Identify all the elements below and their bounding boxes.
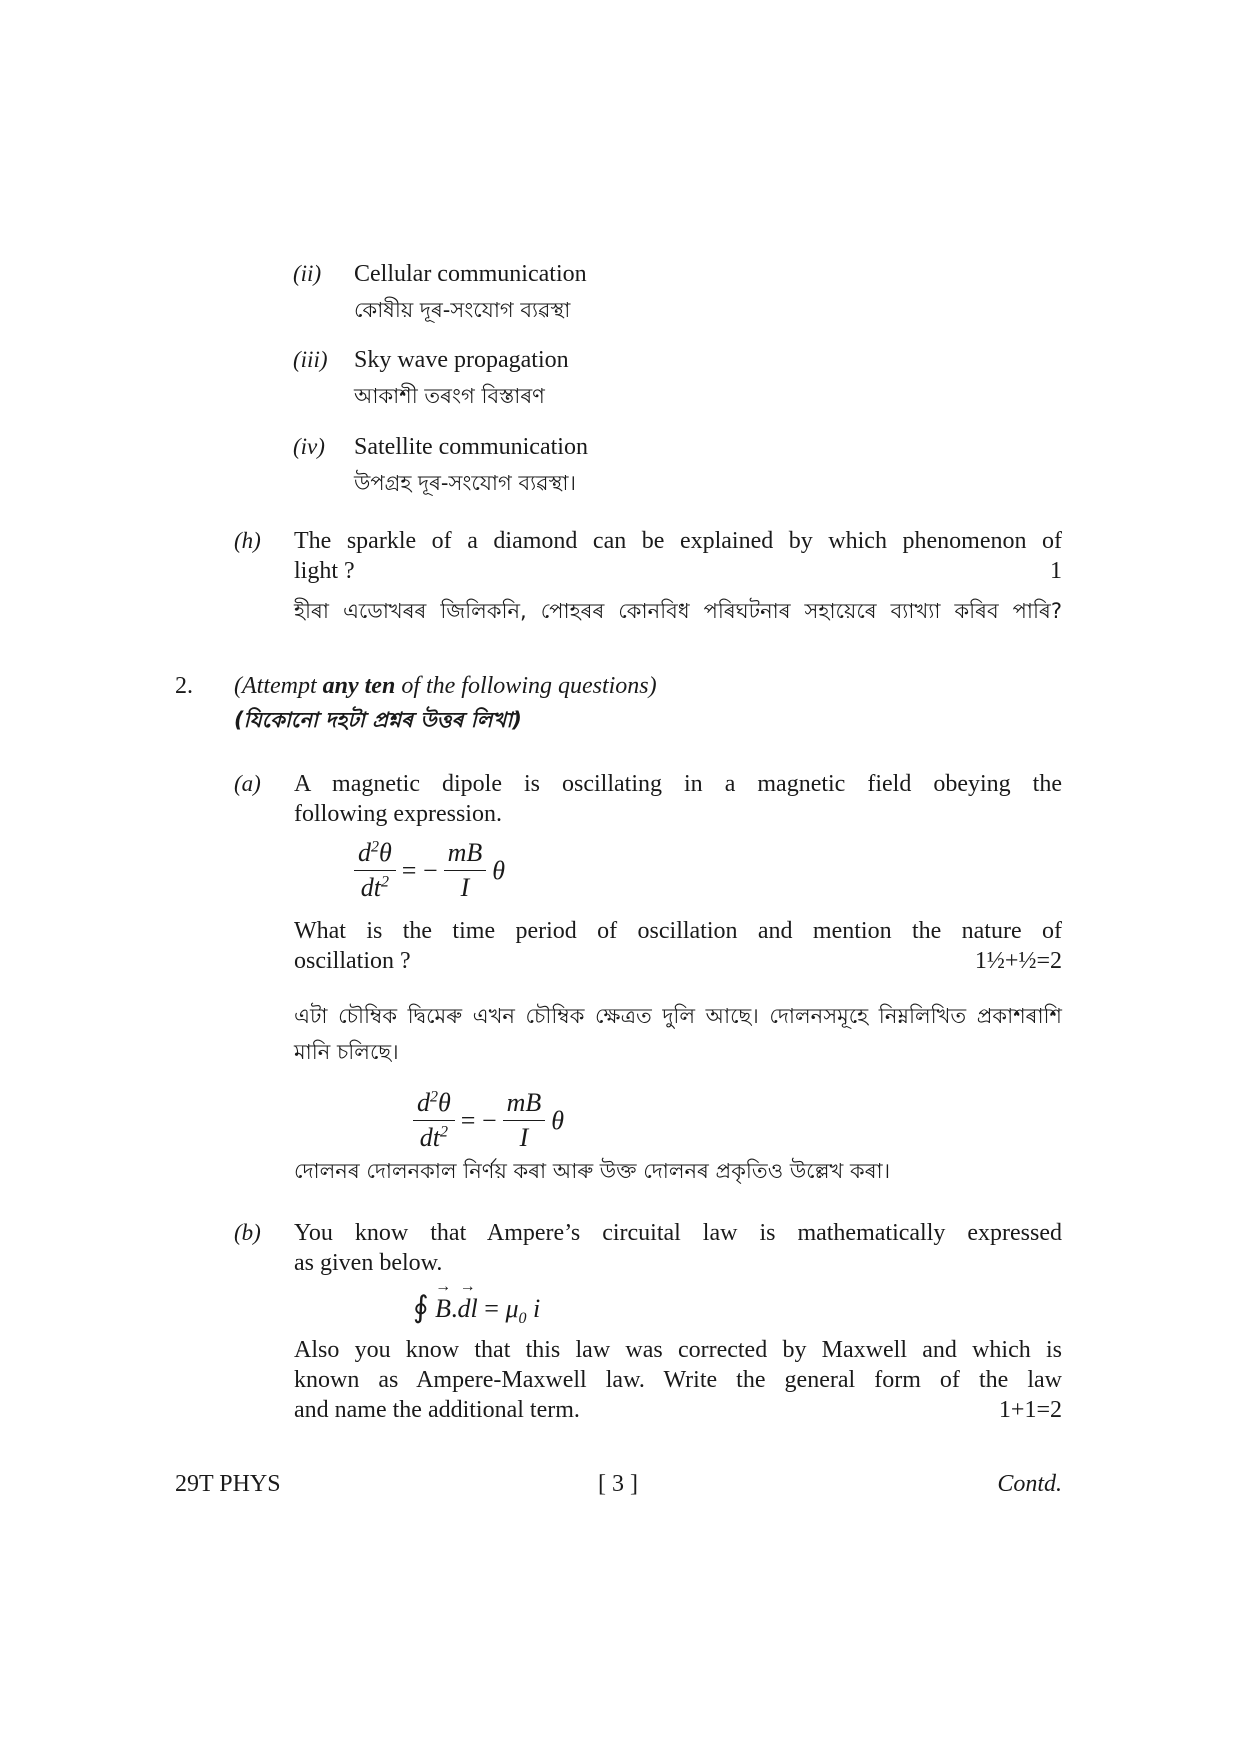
eq-symbol: I	[519, 1123, 529, 1152]
question-label: (h)	[234, 528, 261, 553]
vector-dl: → dl	[458, 1294, 478, 1324]
question-text-assamese: দোলনৰ দোলনকাল নিৰ্ণয় কৰা আৰু উক্ত দোলনৰ প্ৰকৃতিও উল্লেখ কৰা।	[294, 1159, 891, 1183]
question-text-line: light ?	[294, 558, 355, 584]
marks: 1+1=2	[998, 1397, 1062, 1423]
instruction-text: (Attempt	[234, 673, 323, 699]
eq-symbol: θ	[492, 855, 506, 885]
question-text-line: You know that Ampere’s circuital law is mathematically expressed	[294, 1220, 1062, 1246]
marks: 1	[1050, 558, 1062, 584]
eq-symbol: i	[526, 1294, 541, 1323]
page-number: [ 3 ]	[598, 1471, 638, 1497]
question-text-assamese: মানি চলিছে।	[294, 1040, 399, 1064]
option-label: (iii)	[293, 347, 328, 372]
eq-operator: = −	[401, 855, 438, 885]
eq-operator: = −	[460, 1105, 497, 1135]
contour-integral-symbol: ∮	[413, 1291, 429, 1324]
equation-oscillation	[354, 838, 505, 903]
eq-symbol: dt	[419, 1123, 440, 1152]
question-label: (a)	[234, 771, 261, 796]
option-label: (ii)	[293, 261, 322, 286]
question-text-line: The sparkle of a diamond can be explained by which phenomenon of	[294, 528, 1062, 554]
question-text-line: oscillation ?	[294, 948, 411, 974]
question-text-assamese: হীৰা এডোখৰৰ জিলিকনি, পোহৰৰ কোনবিধ পৰিঘটনাৰ সহায়েৰে ব্যাখ্যা কৰিব পাৰি?	[294, 599, 1062, 623]
option-text-assamese: আকাশী তৰংগ বিস্তাৰণ	[354, 384, 545, 408]
eq-symbol: d	[358, 838, 371, 867]
eq-symbol: dt	[360, 873, 381, 902]
eq-symbol: θ	[438, 1088, 451, 1117]
question-text-line: What is the time period of oscillation and mention the nature of	[294, 918, 1062, 944]
option-text: Sky wave propagation	[354, 347, 569, 373]
eq-symbol: θ	[551, 1105, 565, 1135]
question-text-assamese: এটা চৌম্বিক দ্বিমেৰু এখন চৌম্বিক ক্ষেত্ৰত দুলি আছে। দোলনসমূহে নিম্নলিখিত প্ৰকাশৰাশি	[294, 1004, 1062, 1028]
instruction-assamese: (যিকোনো দহটা প্ৰশ্নৰ উত্তৰ লিখা)	[234, 708, 522, 732]
continued-label: Contd.	[997, 1471, 1062, 1497]
eq-operator: .	[451, 1294, 458, 1323]
eq-symbol: θ	[379, 838, 392, 867]
fraction-mb-i	[444, 838, 487, 903]
instruction	[234, 671, 657, 701]
option-text: Satellite communication	[354, 434, 588, 460]
question-number: 2.	[175, 673, 193, 699]
eq-subscript: 0	[518, 1310, 527, 1328]
question-a-assamese	[294, 998, 1062, 1070]
paper-code: 29T PHYS	[175, 1471, 281, 1497]
question-text-line: as given below.	[294, 1250, 443, 1276]
equation-oscillation-repeat	[413, 1088, 564, 1153]
eq-exponent: 2	[430, 1088, 438, 1106]
instruction-text: of the following questions)	[395, 673, 657, 699]
vector-b: → B	[435, 1294, 451, 1324]
eq-exponent: 2	[381, 873, 389, 891]
eq-operator: =	[477, 1294, 506, 1323]
question-text-line: and name the additional term.	[294, 1397, 580, 1423]
question-a-question	[294, 916, 1062, 976]
question-h-body	[294, 526, 1062, 626]
question-b-intro	[294, 1218, 1062, 1278]
marks: 1½+½=2	[974, 948, 1062, 974]
option-text-assamese: উপগ্ৰহ দূৰ-সংযোগ ব্যৱস্থা।	[354, 471, 577, 495]
question-a-intro	[294, 769, 1062, 829]
question-b-body	[294, 1335, 1062, 1425]
question-label: (b)	[234, 1220, 261, 1245]
fraction-mb-i	[503, 1088, 546, 1153]
question-text-line: Also you know that this law was corrected by Maxwell and which is	[294, 1337, 1062, 1363]
option-text: Cellular communication	[354, 261, 587, 287]
question-text-line: known as Ampere-Maxwell law. Write the general form of the law	[294, 1367, 1062, 1393]
eq-symbol: d	[417, 1088, 430, 1117]
equation-ampere-law	[413, 1290, 540, 1328]
option-label: (iv)	[293, 434, 325, 459]
eq-exponent: 2	[440, 1123, 448, 1141]
eq-exponent: 2	[371, 838, 379, 856]
instruction-emphasis: any ten	[322, 673, 396, 699]
eq-symbol: μ	[505, 1294, 519, 1323]
question-text-line: following expression.	[294, 801, 502, 827]
eq-symbol: mB	[444, 838, 487, 871]
question-text-line: A magnetic dipole is oscillating in a magnetic field obeying the	[294, 771, 1062, 797]
eq-symbol: mB	[503, 1088, 546, 1121]
eq-symbol: I	[460, 873, 470, 902]
fraction-d2theta-dt2	[354, 838, 396, 903]
option-text-assamese: কোষীয় দূৰ-সংযোগ ব্যৱস্থা	[354, 298, 571, 322]
fraction-d2theta-dt2	[413, 1088, 455, 1153]
